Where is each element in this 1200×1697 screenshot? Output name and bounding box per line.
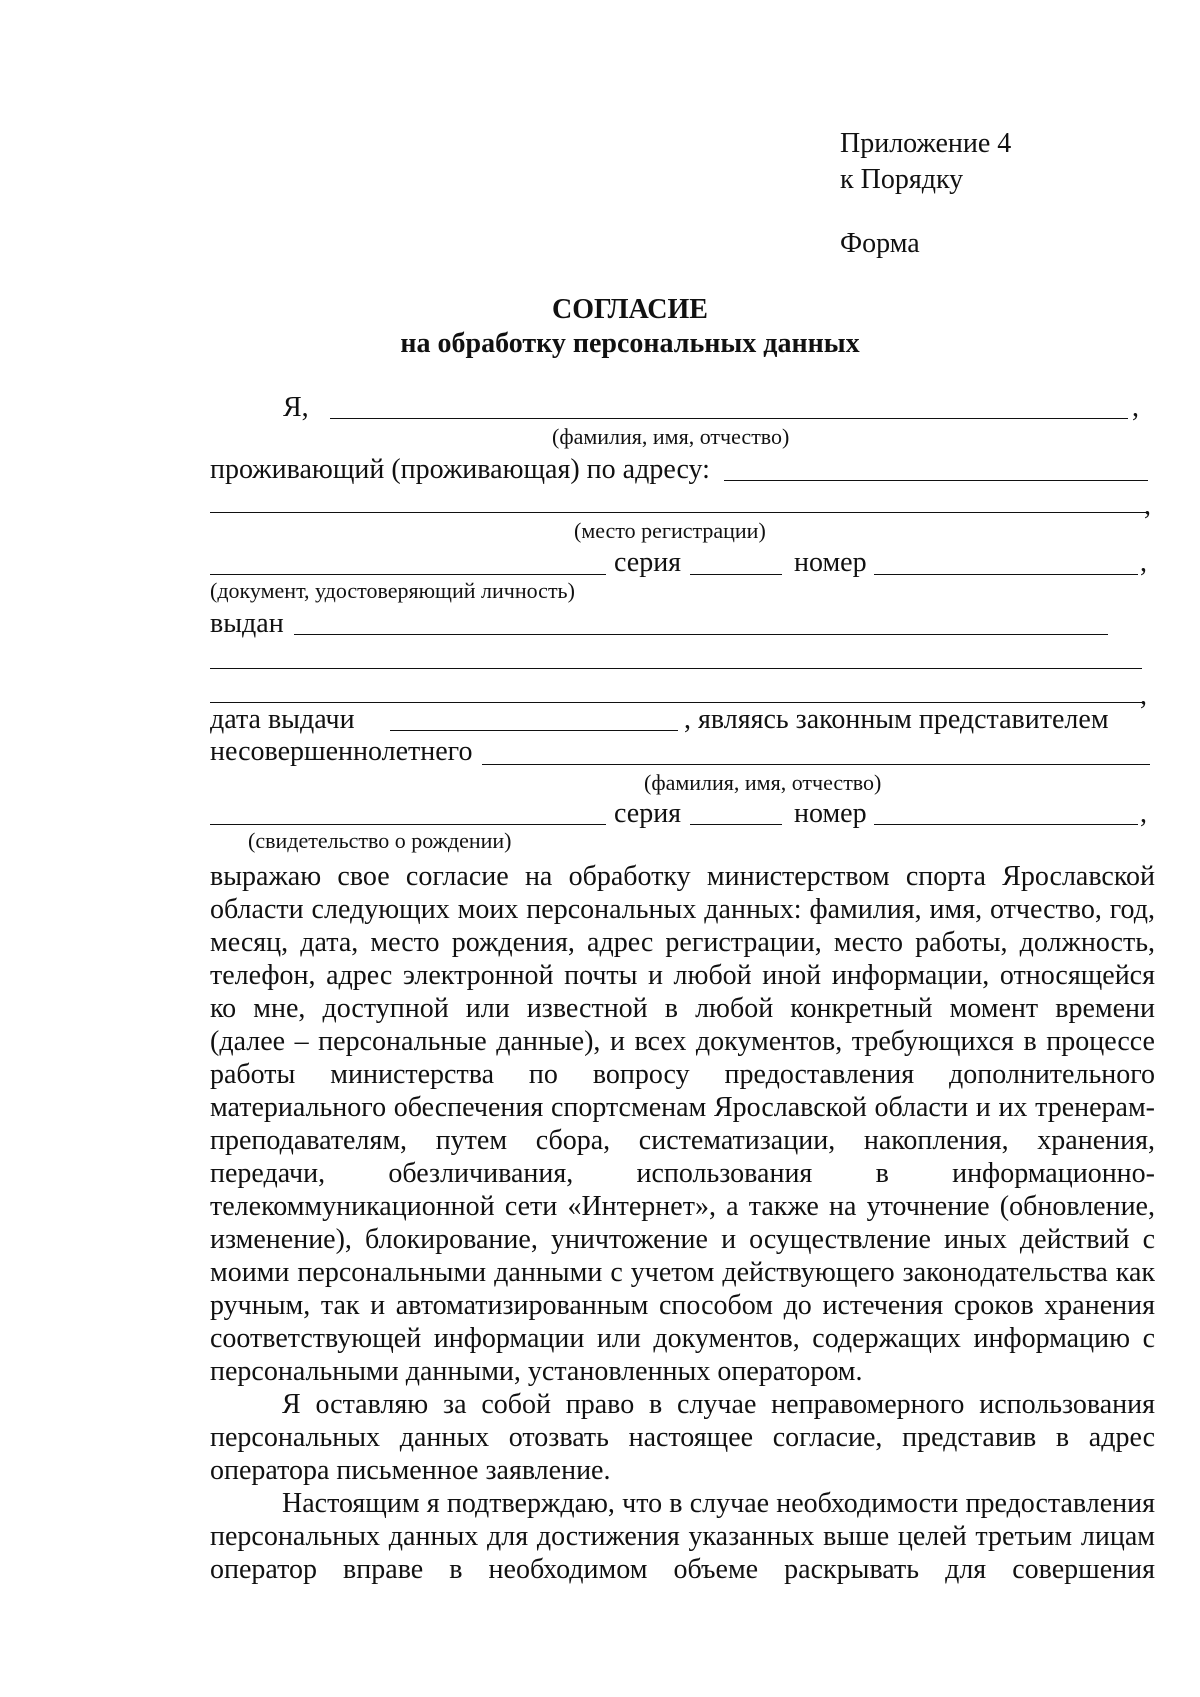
paragraph-withdrawal bbox=[210, 1388, 1155, 1487]
body-line: телекоммуникационной сети «Интернет», а также на уточнение (обновление, bbox=[210, 1191, 1155, 1222]
body-line: передачи, обезличивания, использования в информационно- bbox=[210, 1158, 1155, 1189]
body-line: телефон, адрес электронной почты и любой иной информации, относящейся bbox=[210, 960, 1155, 991]
representative-text: , являясь законным представителем bbox=[684, 704, 1109, 735]
fio-field[interactable] bbox=[330, 418, 1128, 419]
birth-certificate-comma: , bbox=[1140, 798, 1147, 829]
body-line: персональных данных отозвать настоящее согласие, представив в адрес bbox=[210, 1422, 1155, 1453]
body-line: Я оставляю за собой право в случае неправомерного использования bbox=[282, 1389, 1155, 1420]
i-label: Я, bbox=[283, 392, 309, 423]
body-line: персональными данными, установленных оператором. bbox=[210, 1356, 863, 1387]
body-line: моими персональными данными с учетом действующего законодательства как bbox=[210, 1257, 1155, 1288]
issued-label: выдан bbox=[210, 608, 284, 639]
minor-fio-field[interactable] bbox=[482, 764, 1150, 765]
body-line: Настоящим я подтверждаю, что в случае необходимости предоставления bbox=[282, 1488, 1155, 1519]
paragraph-disclosure bbox=[210, 1487, 1155, 1586]
body-line: месяц, дата, место рождения, адрес регистрации, место работы, должность, bbox=[210, 927, 1155, 958]
address-field-line-2[interactable] bbox=[210, 512, 1148, 513]
body-line: изменение), блокирование, уничтожение и осуществление иных действий с bbox=[210, 1224, 1155, 1255]
registration-caption: (место регистрации) bbox=[574, 518, 766, 543]
issued-comma: , bbox=[1140, 680, 1147, 711]
residing-label: проживающий (проживающая) по адресу: bbox=[210, 454, 710, 485]
body-line: ручным, так и автоматизированным способом до истечения сроков хранения bbox=[210, 1290, 1155, 1321]
birth-certificate-caption: (свидетельство о рождении) bbox=[248, 828, 512, 853]
order-reference: к Порядку bbox=[840, 164, 964, 195]
issue-date-field[interactable] bbox=[390, 730, 678, 731]
minor-label: несовершеннолетнего bbox=[210, 736, 473, 767]
minor-fio-caption: (фамилия, имя, отчество) bbox=[644, 770, 882, 795]
issued-by-field-line-2[interactable] bbox=[210, 668, 1142, 669]
body-line: оператора письменное заявление. bbox=[210, 1455, 611, 1486]
birth-certificate-field[interactable] bbox=[210, 824, 606, 825]
form-label: Форма bbox=[840, 228, 920, 259]
body-line: области следующих моих персональных данных: фамилия, имя, отчество, год, bbox=[210, 894, 1155, 925]
document-title: СОГЛАСИЕ bbox=[552, 294, 708, 325]
series-label-2: серия bbox=[614, 798, 682, 829]
address-comma: , bbox=[1144, 490, 1151, 521]
document-type-field[interactable] bbox=[210, 574, 606, 575]
document-subtitle: на обработку персональных данных bbox=[400, 328, 860, 359]
paragraph-consent bbox=[210, 860, 1155, 1388]
issued-by-field-line-3[interactable] bbox=[210, 702, 1142, 703]
fio-caption: (фамилия, имя, отчество) bbox=[552, 424, 790, 449]
appendix-label: Приложение 4 bbox=[840, 128, 1012, 159]
series-field[interactable] bbox=[690, 574, 782, 575]
address-field[interactable] bbox=[724, 480, 1148, 481]
number-label-2: номер bbox=[794, 798, 867, 829]
body-line: оператор вправе в необходимом объеме раскрывать для совершения bbox=[210, 1554, 1155, 1585]
body-line: материального обеспечения спортсменам Ярославской области и их тренерам- bbox=[210, 1092, 1155, 1123]
birth-series-field[interactable] bbox=[690, 824, 782, 825]
document-caption: (документ, удостоверяющий личность) bbox=[210, 578, 575, 603]
document-comma: , bbox=[1140, 547, 1147, 578]
birth-number-field[interactable] bbox=[874, 824, 1138, 825]
body-line: соответствующей информации или документов, содержащих информацию с bbox=[210, 1323, 1155, 1354]
body-line: работы министерства по вопросу предоставления дополнительного bbox=[210, 1059, 1155, 1090]
body-line: персональных данных для достижения указанных выше целей третьим лицам bbox=[210, 1521, 1155, 1552]
number-field[interactable] bbox=[874, 574, 1138, 575]
body-line: (далее – персональные данные), и всех документов, требующихся в процессе bbox=[210, 1026, 1155, 1057]
body-line: выражаю свое согласие на обработку министерством спорта Ярославской bbox=[210, 861, 1155, 892]
body-line: преподавателям, путем сбора, систематизации, накопления, хранения, bbox=[210, 1125, 1155, 1156]
fio-field-comma: , bbox=[1132, 392, 1139, 423]
number-label: номер bbox=[794, 547, 867, 578]
consent-body bbox=[210, 860, 1155, 1586]
issue-date-label: дата выдачи bbox=[210, 704, 355, 735]
issued-by-field[interactable] bbox=[294, 634, 1108, 635]
series-label: серия bbox=[614, 547, 682, 578]
body-line: ко мне, доступной или известной в любой конкретный момент времени bbox=[210, 993, 1155, 1024]
